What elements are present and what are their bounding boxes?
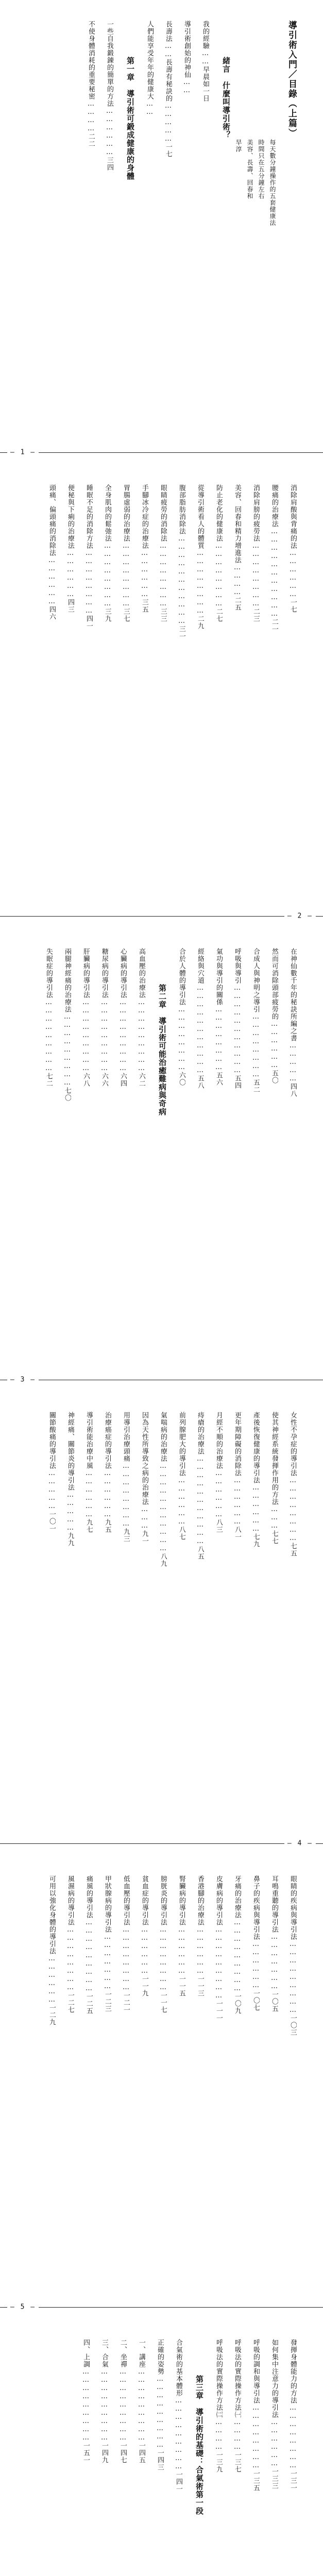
toc-entry: 產後恢復健康的導引法………………七九 xyxy=(252,1412,260,1548)
toc-entry: 睡眠不足的消除方法……………………四一 xyxy=(85,484,93,630)
page-divider xyxy=(0,1843,323,1844)
toc-page xyxy=(0,0,323,464)
toc-entry: 胃腸虛弱的治療法……………………三七 xyxy=(122,484,130,622)
toc-entry: 導引術能治療中風………………九七 xyxy=(85,1412,93,1533)
toc-page xyxy=(0,1855,323,2318)
toc-entry: 前列腺肥大的導引法………………八七 xyxy=(178,1412,185,1540)
page-divider xyxy=(0,2307,323,2308)
toc-entry: 呼吸的調和與導引法……………………一三五 xyxy=(252,2339,260,2492)
toc-entry: 女性不孕症的導引法……………………七五 xyxy=(289,1412,297,1557)
toc-entry: 人們能享受年年的健康大…… xyxy=(146,21,154,116)
toc-entry: 四、上調………………………一五一 xyxy=(82,2339,90,2464)
toc-entry: 每天數分鐘操作的五套健康法 xyxy=(269,139,276,226)
toc-entry: 氣功與導引的關係……………………五六 xyxy=(215,948,223,1086)
toc-entry: 腹部脂肪消除法……………………………三一 xyxy=(178,484,185,640)
page-divider xyxy=(0,916,323,917)
toc-entry: 腎臟病的導引法………………一一五 xyxy=(178,1875,185,1997)
toc-entry: 牙痛的治療法………………………一〇九 xyxy=(233,1875,241,2014)
toc-title: 導引術入門／目錄（上篇） xyxy=(286,21,297,138)
toc-entry: 香港腳的治療法………………一一三 xyxy=(196,1875,204,1997)
toc-entry: 心臟病的導引法………………………六四 xyxy=(119,948,127,1087)
toc-entry: 高血壓的治療法………………………六二 xyxy=(138,948,145,1087)
toc-entry: 可用以強化身體的導引法………………一二九 xyxy=(48,1875,56,2026)
toc-entry: 經絡與穴道……………………………五八 xyxy=(196,948,204,1089)
toc-entry: 治療癌症的導引法………………九五 xyxy=(104,1412,111,1533)
toc-entry: 我的經驗……早晨如一日 xyxy=(201,21,209,102)
toc-entry: 痔瘡的治療法……………………………八五 xyxy=(196,1412,204,1560)
toc-entry: 肝臟病的導引法………………………六八 xyxy=(82,948,90,1087)
toc-entry: 腰痛的治療法……………………………二一 xyxy=(270,484,278,633)
toc-entry: 兩腿神經痛的治療法………………………七〇 xyxy=(63,948,71,1101)
toc-page xyxy=(0,1391,323,1855)
toc-entry: 低血壓的導引法……………………一二一 xyxy=(122,1875,130,2013)
toc-entry: 合成人與神明之導引……………………五二 xyxy=(252,948,260,1093)
toc-entry: 一些自我鍛錬的簡單的方法………………三四 xyxy=(106,21,113,171)
toc-entry: 風濕病的導引法……………………一二七 xyxy=(66,1875,74,2013)
toc-entry: 失眠症的導引法………………………七二 xyxy=(45,948,53,1087)
toc-entry: 早淳 xyxy=(235,139,242,152)
toc-entry: 耳鳴重聽的導引法…………………一〇五 xyxy=(270,1875,278,2012)
toc-entry: 使其神經系統發揮作用的方法………七七 xyxy=(270,1412,278,1545)
toc-entry: 發揮身體能力的方法……………………一三一 xyxy=(289,2339,297,2492)
toc-page xyxy=(0,464,323,927)
chapter-heading: 緒言 什麼叫導引術？ xyxy=(222,57,231,139)
toc-entry: 神經痛、關節炎的導引法……………九九 xyxy=(66,1412,74,1547)
toc-entry: 合於人體的導引法……………………六〇 xyxy=(178,948,185,1086)
toc-entry: 全身肌肉的鬆弛法……………………三九 xyxy=(104,484,111,622)
toc-entry: 呼吸法的實際操作方法㈡…………一三九 xyxy=(215,2339,223,2473)
page-number: — 3 — xyxy=(7,1376,39,1384)
toc-entry: 一、講座………………………一四五 xyxy=(138,2339,145,2464)
toc-entry: 正確的姿勢………………………一四三 xyxy=(156,2339,164,2471)
toc-page xyxy=(0,927,323,1391)
toc-entry: 消除肩膀的疲勞法……………………二三 xyxy=(252,484,260,622)
page-divider xyxy=(0,452,323,453)
toc-entry: 用導引治療頭痛……………………九三 xyxy=(122,1412,130,1543)
toc-entry: 在神仙數千年的秘訣所編之書……………四八 xyxy=(289,948,297,1097)
page-number: — 1 — xyxy=(7,449,39,456)
toc-entry: 從導引術看人的體質……………………二九 xyxy=(196,484,204,630)
toc-entry: 關節酸痛的導引法……………一〇一 xyxy=(48,1412,56,1532)
toc-entry: 甲狀腺病的導引法…………………一二三 xyxy=(104,1875,111,2012)
toc-entry: 氣喘病的治療法……………………………八九 xyxy=(159,1412,167,1567)
chapter-heading: 第二章 導引術可能治癒難病與奇病 xyxy=(158,984,167,1116)
toc-entry: 導引術創始的神仙…… xyxy=(183,21,191,95)
toc-entry: 美容、長壽、回春和 xyxy=(246,139,253,199)
toc-entry: 糖尿病的導引法………………………六六 xyxy=(100,948,108,1087)
toc-page xyxy=(0,2318,323,2576)
chapter-heading: 第一章 導引術可鍛成健康的身體 xyxy=(126,57,135,180)
toc-entry: 月經不順的治療法………………八三 xyxy=(215,1412,223,1533)
toc-entry: 膀胱炎的導引法……………………一一七 xyxy=(159,1875,167,2013)
toc-entry: 貧血症的導引法………………一一九 xyxy=(141,1875,148,1997)
toc-entry: 皮膚病的導引法………………………一一一 xyxy=(215,1875,223,2022)
toc-entry: 三、合氣………………………一四九 xyxy=(100,2339,108,2464)
page-number: — 4 — xyxy=(284,1840,316,1848)
toc-entry: 呼吸與導引……………………………五四 xyxy=(233,948,241,1089)
toc-entry: 因為天性所導致之病的治療法………九一 xyxy=(141,1412,148,1545)
toc-entry: 更年期障礙的消除法………………八一 xyxy=(233,1412,241,1540)
toc-entry: 呼吸法的實際操作方法㈠…………一三七 xyxy=(233,2339,241,2473)
toc-entry: 便秘與下痢的治療法………………四三 xyxy=(66,484,74,613)
toc-entry: 鼻子的疾病與導引法………………一〇七 xyxy=(252,1875,260,2011)
toc-entry: 眼睛的疾病與導引法………………………一〇三 xyxy=(289,1875,297,2036)
toc-entry: 長壽法……長壽有秘訣的……………一七 xyxy=(164,21,172,158)
toc-entry: 防止老化的健康法……………………二七 xyxy=(215,484,223,622)
toc-entry: 時間只在五分鐘左右 xyxy=(258,139,265,199)
toc-entry: 合氣術的基本體形………………………一四一 xyxy=(175,2339,182,2493)
toc-entry: 二、坐禪………………………一四七 xyxy=(119,2339,127,2464)
page-number: — 2 — xyxy=(284,912,316,920)
toc-entry: 消除肩酸與背痛的法………………一七 xyxy=(289,484,297,613)
toc-entry: 不使身體消耗的重要秘密…………二二 xyxy=(87,21,95,147)
toc-entry: 然而可消除頭部疲勞的………………五〇 xyxy=(270,948,278,1084)
toc-entry: 如何集中注意力的導引法………………一三三 xyxy=(270,2339,278,2489)
toc-entry: 美容、回春和精力增進法…………二五 xyxy=(233,484,241,611)
toc-entry: 眼睛疲勞的消除法……………………三三 xyxy=(159,484,167,622)
toc-entry: 痛風的導引法………………………一二五 xyxy=(85,1875,93,2014)
chapter-heading: 第三章 導引術的基礎：合氣術第一段 xyxy=(195,2375,204,2515)
toc-entry: 頭痛、偏頭痛的消除法………………四六 xyxy=(48,484,56,620)
toc-entry: 手腳冰冷症的治療法………………三五 xyxy=(141,484,148,613)
page-number: — 5 — xyxy=(7,2303,39,2311)
